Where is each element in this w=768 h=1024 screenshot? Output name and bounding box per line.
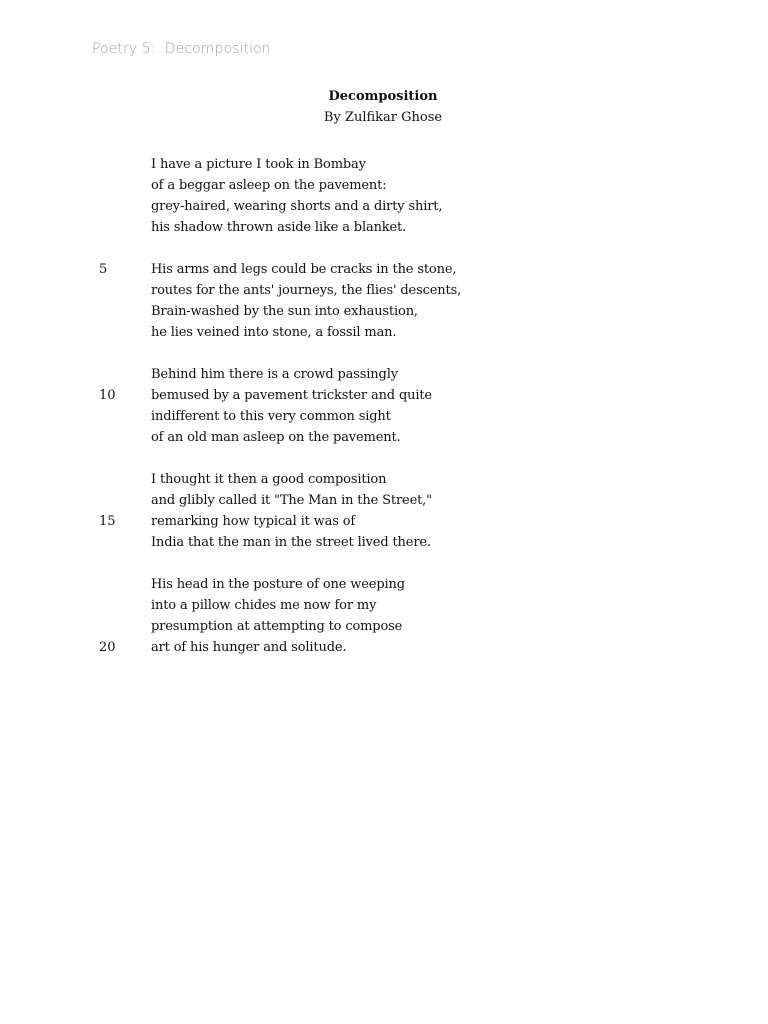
line-number: 5 — [99, 262, 108, 277]
line-text: I thought it then a good composition — [151, 472, 387, 487]
poem-line — [0, 176, 768, 197]
poem-line — [0, 575, 768, 596]
line-number: 20 — [99, 640, 116, 655]
line-text: I have a picture I took in Bombay — [151, 157, 366, 172]
line-text: he lies veined into stone, a fossil man. — [151, 325, 397, 340]
line-text: presumption at attempting to compose — [151, 619, 403, 634]
poem-line — [0, 596, 768, 617]
line-text: His head in the posture of one weeping — [151, 577, 405, 592]
line-text: and glibly called it "The Man in the Street," — [151, 493, 432, 508]
poem-line — [0, 407, 768, 428]
poem-line — [0, 302, 768, 323]
line-text: remarking how typical it was of — [151, 514, 356, 529]
line-text: Brain-washed by the sun into exhaustion, — [151, 304, 418, 319]
poem-line — [0, 470, 768, 491]
poem-body — [0, 155, 768, 680]
line-text: of a beggar asleep on the pavement: — [151, 178, 387, 193]
poem-line — [0, 386, 768, 407]
poem-stanza — [0, 470, 768, 554]
line-text: India that the man in the street lived there. — [151, 535, 431, 550]
line-text: routes for the ants' journeys, the flies' descents, — [151, 283, 462, 298]
poem-stanza — [0, 365, 768, 449]
line-text: Behind him there is a crowd passingly — [151, 367, 398, 382]
poem-line — [0, 512, 768, 533]
poem-line — [0, 260, 768, 281]
poem-line — [0, 218, 768, 239]
poem-heading — [0, 87, 766, 128]
poem-line — [0, 323, 768, 344]
line-text: His arms and legs could be cracks in the stone, — [151, 262, 457, 277]
poem-title: Decomposition — [328, 89, 438, 104]
line-text: into a pillow chides me now for my — [151, 598, 377, 613]
poem-line — [0, 491, 768, 512]
line-number: 10 — [99, 388, 116, 403]
line-text: indifferent to this very common sight — [151, 409, 391, 424]
poem-line — [0, 281, 768, 302]
poem-line — [0, 365, 768, 386]
poem-stanza — [0, 260, 768, 344]
page-header: Poetry 5: Decomposition — [92, 41, 271, 57]
poem-stanza — [0, 155, 768, 239]
line-text: bemused by a pavement trickster and quite — [151, 388, 432, 403]
line-text: his shadow thrown aside like a blanket. — [151, 220, 407, 235]
poem-line — [0, 197, 768, 218]
poem-line — [0, 617, 768, 638]
line-text: grey-haired, wearing shorts and a dirty shirt, — [151, 199, 443, 214]
poem-line — [0, 533, 768, 554]
poem-line — [0, 428, 768, 449]
line-text: art of his hunger and solitude. — [151, 640, 347, 655]
poem-stanza — [0, 575, 768, 659]
poem-line — [0, 155, 768, 176]
poem-author: By Zulfikar Ghose — [323, 110, 443, 125]
line-number: 15 — [99, 514, 116, 529]
poem-line — [0, 638, 768, 659]
line-text: of an old man asleep on the pavement. — [151, 430, 401, 445]
